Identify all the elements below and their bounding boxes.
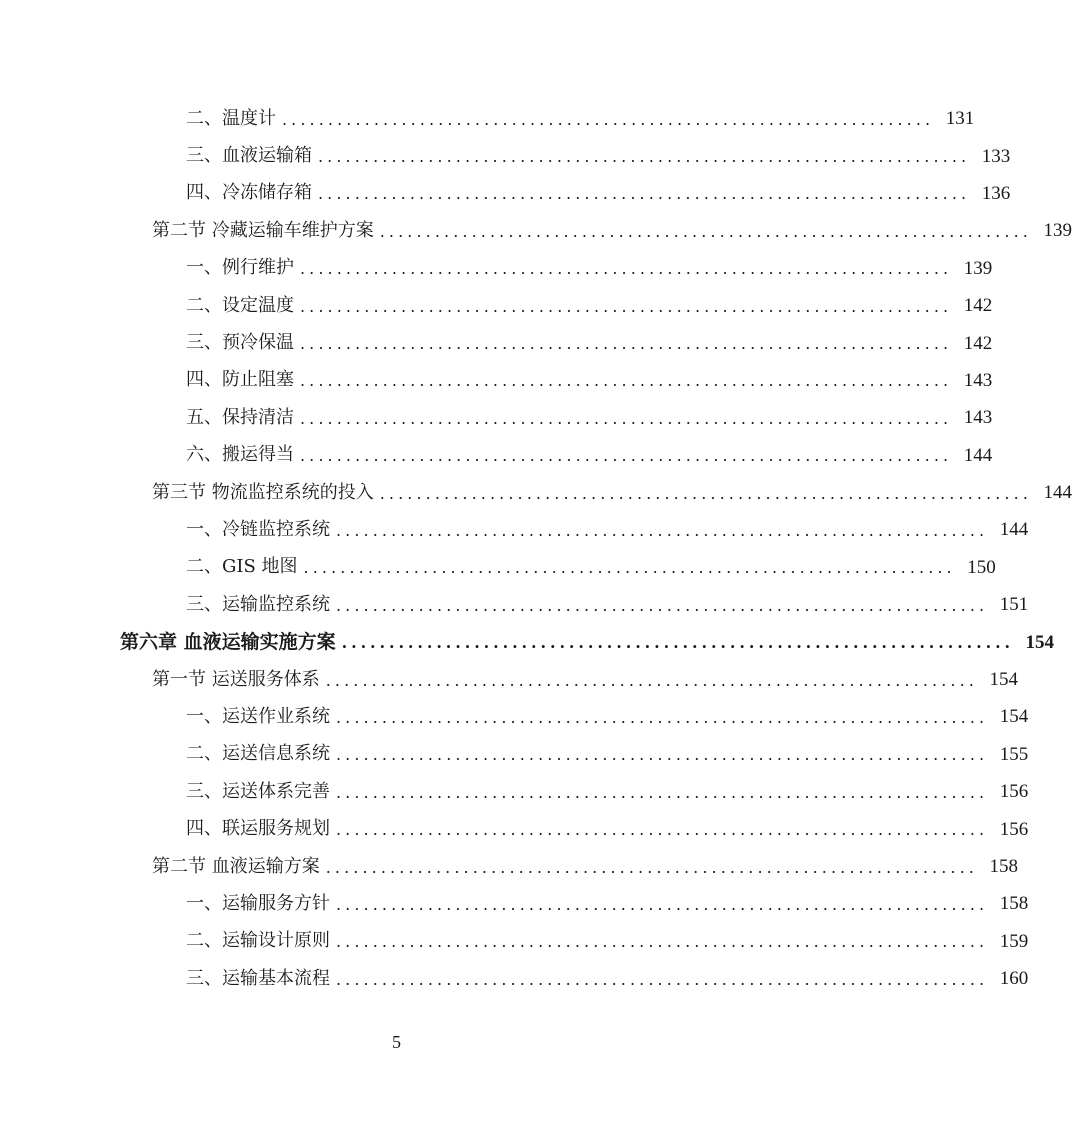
toc-entry-title: 第一节 运送服务体系 <box>152 668 320 690</box>
toc-entry[interactable] <box>0 960 1029 997</box>
toc-entry-title: 三、运输基本流程 <box>186 967 330 989</box>
table-of-contents <box>0 100 1072 997</box>
dot-leader: ....................................................................... <box>336 932 989 952</box>
toc-entry-title: 四、冷冻储存箱 <box>186 182 312 204</box>
toc-entry-title: 第六章 血液运输实施方案 <box>120 630 336 653</box>
toc-entry[interactable] <box>0 324 993 361</box>
dot-leader: ....................................................................... <box>300 408 953 428</box>
toc-entry[interactable] <box>0 212 1072 249</box>
toc-entry-title: 一、例行维护 <box>186 257 294 279</box>
toc-entry[interactable] <box>0 923 1029 960</box>
toc-entry[interactable] <box>0 100 975 137</box>
toc-entry-title: 三、运送体系完善 <box>186 780 330 802</box>
toc-entry-page: 143 <box>963 407 993 429</box>
dot-leader: ....................................................................... <box>336 820 989 840</box>
toc-entry-page: 154 <box>999 706 1029 728</box>
dot-leader: ....................................................................... <box>300 371 953 391</box>
toc-entry[interactable] <box>0 698 1029 735</box>
toc-entry-page: 131 <box>945 108 975 130</box>
toc-entry[interactable] <box>0 175 1011 212</box>
toc-entry-page: 139 <box>963 257 993 279</box>
toc-entry-title: 第三节 物流监控系统的投入 <box>152 481 374 503</box>
toc-entry-page: 158 <box>989 856 1018 877</box>
toc-entry-title: 二、温度计 <box>186 107 276 129</box>
dot-leader: ....................................................................... <box>325 857 978 877</box>
toc-entry-title: 一、运送作业系统 <box>186 705 330 727</box>
toc-entry-title: 四、防止阻塞 <box>186 369 294 391</box>
dot-leader: ....................................................................... <box>318 147 971 167</box>
dot-leader: ....................................................................... <box>300 296 953 316</box>
dot-leader: ....................................................................... <box>300 259 953 279</box>
dot-leader: ....................................................................... <box>318 184 971 204</box>
dot-leader: ....................................................................... <box>282 109 935 129</box>
toc-entry-page: 142 <box>963 295 993 317</box>
toc-entry-title: 一、运输服务方针 <box>186 892 330 914</box>
dot-leader: ....................................................................... <box>379 483 1032 503</box>
toc-entry[interactable] <box>0 661 1018 698</box>
toc-entry[interactable] <box>0 362 993 399</box>
toc-entry-page: 142 <box>963 332 993 354</box>
toc-entry-page: 155 <box>999 743 1029 765</box>
toc-entry-title: 第二节 冷藏运输车维护方案 <box>152 219 374 241</box>
toc-entry-page: 151 <box>999 594 1029 616</box>
toc-entry-page: 144 <box>1043 482 1072 504</box>
dot-leader: ....................................................................... <box>336 520 989 540</box>
toc-entry[interactable] <box>0 399 993 436</box>
toc-entry-page: 158 <box>999 893 1029 915</box>
toc-entry-page: 154 <box>989 669 1018 691</box>
toc-entry-title: 二、GIS 地图 <box>186 556 298 578</box>
toc-entry-page: 144 <box>999 519 1029 541</box>
toc-entry-title: 三、预冷保温 <box>186 332 294 354</box>
toc-entry-chapter[interactable] <box>0 623 1055 660</box>
toc-entry-page: 160 <box>999 968 1029 990</box>
toc-entry[interactable] <box>0 736 1029 773</box>
toc-entry[interactable] <box>0 810 1029 847</box>
toc-entry-page: 156 <box>999 781 1029 803</box>
toc-entry-title: 第二节 血液运输方案 <box>152 855 320 877</box>
dot-leader: ....................................................................... <box>300 334 953 354</box>
dot-leader: ....................................................................... <box>336 745 989 765</box>
toc-entry-page: 139 <box>1043 220 1072 242</box>
toc-entry-title: 二、运送信息系统 <box>186 743 330 765</box>
toc-entry-title: 一、冷链监控系统 <box>186 518 330 540</box>
toc-entry-page: 159 <box>999 930 1029 952</box>
toc-entry-page: 133 <box>981 145 1011 167</box>
toc-entry[interactable] <box>0 885 1029 922</box>
dot-leader: ....................................................................... <box>303 558 956 578</box>
toc-entry-page: 143 <box>963 369 993 391</box>
dot-leader: ....................................................................... <box>379 221 1032 241</box>
toc-entry-title: 二、运输设计原则 <box>186 930 330 952</box>
dot-leader: ....................................................................... <box>325 670 978 690</box>
toc-entry-title: 四、联运服务规划 <box>186 818 330 840</box>
dot-leader: ....................................................................... <box>341 633 1015 653</box>
toc-entry[interactable] <box>0 773 1029 810</box>
dot-leader: ....................................................................... <box>336 595 989 615</box>
toc-entry-page: 144 <box>963 444 993 466</box>
toc-entry[interactable] <box>0 474 1072 511</box>
toc-entry-title: 二、设定温度 <box>186 294 294 316</box>
page-number: 5 <box>392 1032 401 1052</box>
toc-entry-page: 136 <box>981 182 1011 204</box>
toc-entry-title: 三、血液运输箱 <box>186 145 312 167</box>
dot-leader: ....................................................................... <box>336 894 989 914</box>
toc-entry[interactable] <box>0 586 1029 623</box>
toc-entry-title: 五、保持清洁 <box>186 406 294 428</box>
toc-entry[interactable] <box>0 511 1029 548</box>
toc-entry[interactable] <box>0 848 1018 885</box>
toc-entry-title: 六、搬运得当 <box>186 444 294 466</box>
toc-entry[interactable] <box>0 437 993 474</box>
toc-entry-page: 154 <box>1025 631 1055 653</box>
dot-leader: ....................................................................... <box>336 707 989 727</box>
toc-entry-page: 156 <box>999 818 1029 840</box>
dot-leader: ....................................................................... <box>300 446 953 466</box>
toc-entry[interactable] <box>0 137 1011 174</box>
toc-entry-title: 三、运输监控系统 <box>186 593 330 615</box>
toc-entry-page: 150 <box>967 556 996 578</box>
toc-entry[interactable] <box>0 250 993 287</box>
toc-entry[interactable] <box>0 287 993 324</box>
dot-leader: ....................................................................... <box>336 969 989 989</box>
dot-leader: ....................................................................... <box>336 782 989 802</box>
toc-entry[interactable] <box>0 549 996 586</box>
